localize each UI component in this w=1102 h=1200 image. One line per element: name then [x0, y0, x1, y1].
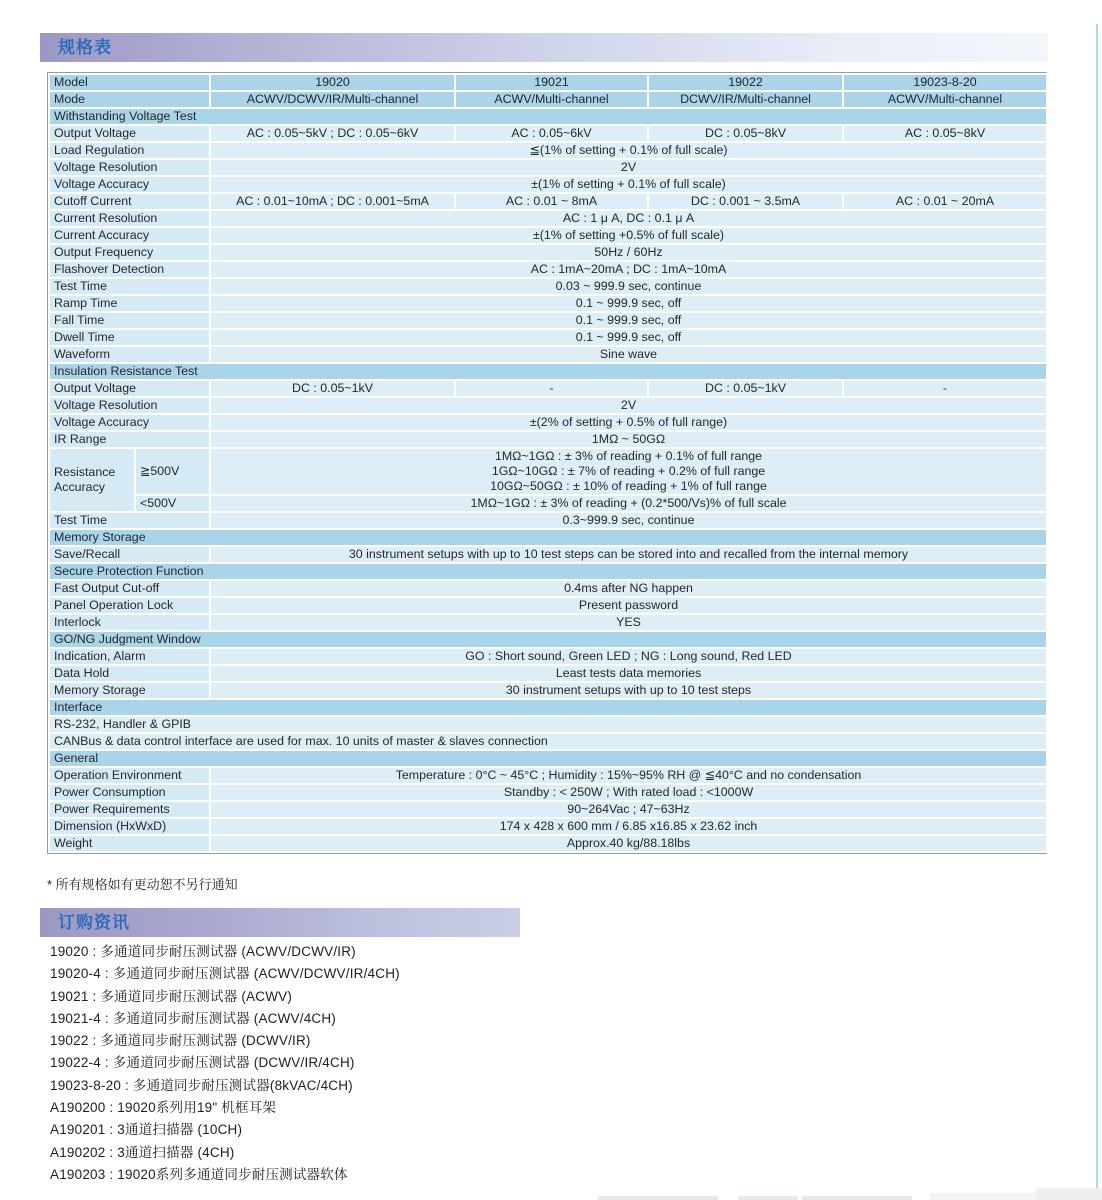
- spec-row: [49, 801, 1047, 818]
- spec-cell-value: 0.1 ~ 999.9 sec, off: [210, 295, 1047, 312]
- spec-header-label: Mode: [49, 91, 210, 108]
- bottom-cutoff-artifact: [802, 1196, 912, 1200]
- page-edge-line: [1096, 24, 1098, 1200]
- spec-cell-value: ±(2% of setting + 0.5% of full range): [210, 414, 1047, 431]
- spec-section-header: Withstanding Voltage Test: [49, 108, 1047, 125]
- spec-row-label: Ramp Time: [49, 295, 210, 312]
- spec-row: [49, 648, 1047, 665]
- spec-row-label: Waveform: [49, 346, 210, 363]
- spec-row: [49, 512, 1047, 529]
- spec-header-value: 19023-8-20: [843, 74, 1047, 91]
- spec-row: [49, 614, 1047, 631]
- spec-row: [49, 835, 1047, 852]
- spec-cell-value: AC : 0.05~5kV ; DC : 0.05~6kV: [210, 125, 455, 142]
- spec-section-header: Insulation Resistance Test: [49, 363, 1047, 380]
- spec-sub-label: ≧500V: [135, 448, 210, 495]
- spec-row-label: Data Hold: [49, 665, 210, 682]
- spec-fullwidth-value: RS-232, Handler & GPIB: [49, 716, 1047, 733]
- spec-row: [49, 767, 1047, 784]
- order-item: 19023-8-20 : 多通道同步耐压测试器(8kVAC/4CH): [50, 1077, 353, 1093]
- spec-row-label: Interlock: [49, 614, 210, 631]
- spec-row: [49, 665, 1047, 682]
- spec-row: [49, 159, 1047, 176]
- spec-cell-line: 1MΩ~1GΩ : ± 3% of reading + 0.1% of full range: [494, 449, 763, 463]
- spec-cell-value: AC : 0.05~6kV: [455, 125, 648, 142]
- spec-row-label: Indication, Alarm: [49, 648, 210, 665]
- spec-row: [49, 546, 1047, 563]
- spec-cell-value: AC : 1 μ A, DC : 0.1 μ A: [210, 210, 1047, 227]
- spec-row-label: Load Regulation: [49, 142, 210, 159]
- spec-section-header: Secure Protection Function: [49, 563, 1047, 580]
- spec-row: [49, 278, 1047, 295]
- spec-cell-value: AC : 1mA~20mA ; DC : 1mA~10mA: [210, 261, 1047, 278]
- spec-row: [49, 631, 1047, 648]
- order-item: A190200 : 19020系列用19" 机框耳架: [50, 1100, 277, 1116]
- spec-row: [49, 733, 1047, 750]
- spec-cell-value: Present password: [210, 597, 1047, 614]
- bottom-cutoff-artifact: [598, 1196, 718, 1200]
- spec-row: [49, 716, 1047, 733]
- spec-table: [48, 73, 1048, 853]
- spec-footnote: * 所有规格如有更动恕不另行通知: [47, 877, 238, 892]
- spec-cell-value: AC : 0.01 ~ 20mA: [843, 193, 1047, 210]
- spec-row: [49, 397, 1047, 414]
- spec-header-value: 19020: [210, 74, 455, 91]
- spec-cell-value: AC : 0.01 ~ 8mA: [455, 193, 648, 210]
- spec-row-label: Output Voltage: [49, 380, 210, 397]
- spec-cell-value: 1MΩ ~ 50GΩ: [210, 431, 1047, 448]
- spec-row-label: Save/Recall: [49, 546, 210, 563]
- spec-row-label: Test Time: [49, 512, 210, 529]
- spec-row: [49, 597, 1047, 614]
- spec-cell-value: AC : 0.01~10mA ; DC : 0.001~5mA: [210, 193, 455, 210]
- spec-group-label: Resistance Accuracy: [49, 448, 135, 512]
- order-item: 19020 : 多通道同步耐压测试器 (ACWV/DCWV/IR): [50, 944, 356, 959]
- spec-row-label: Voltage Accuracy: [49, 414, 210, 431]
- spec-row-label: Memory Storage: [49, 682, 210, 699]
- spec-cell-value: DC : 0.05~1kV: [648, 380, 843, 397]
- spec-header-label: Model: [49, 74, 210, 91]
- spec-row: [49, 529, 1047, 546]
- spec-row-label: Fall Time: [49, 312, 210, 329]
- spec-row: [49, 495, 1047, 512]
- spec-row: [49, 448, 1047, 495]
- order-item: 19022 : 多通道同步耐压测试器 (DCWV/IR): [50, 1033, 311, 1049]
- spec-row-label: Power Requirements: [49, 801, 210, 818]
- order-item: 19021 : 多通道同步耐压测试器 (ACWV): [50, 988, 293, 1004]
- spec-row-label: Voltage Accuracy: [49, 176, 210, 193]
- spec-cell-value: DC : 0.05~8kV: [648, 125, 843, 142]
- order-info-list: [50, 941, 400, 1186]
- spec-cell-value: Standby : < 250W ; With rated load : <1000W: [210, 784, 1047, 801]
- spec-cell-value: 2V: [210, 159, 1047, 176]
- order-item: 19022-4 : 多通道同步耐压测试器 (DCWV/IR/4CH): [50, 1055, 355, 1071]
- spec-row: [49, 312, 1047, 329]
- spec-header-value: 19021: [455, 74, 648, 91]
- spec-row: [49, 142, 1047, 159]
- spec-table-wrapper: [47, 72, 1047, 854]
- spec-row-label: Weight: [49, 835, 210, 852]
- spec-row: [49, 74, 1047, 91]
- spec-cell-value: Least tests data memories: [210, 665, 1047, 682]
- spec-cell-line: 1GΩ~10GΩ : ± 7% of reading + 0.2% of full range: [491, 464, 766, 478]
- spec-row: [49, 210, 1047, 227]
- spec-cell-value: [210, 495, 1047, 512]
- spec-cell-value: -: [455, 380, 648, 397]
- spec-cell-value: [210, 448, 1047, 495]
- spec-row-label: Fast Output Cut-off: [49, 580, 210, 597]
- spec-header-value: 19022: [648, 74, 843, 91]
- spec-section-header: Interface: [49, 699, 1047, 716]
- spec-row: [49, 91, 1047, 108]
- bottom-corner-artifact: [1036, 1188, 1102, 1200]
- spec-cell-value: ±(1% of setting + 0.1% of full scale): [210, 176, 1047, 193]
- order-item: A190203 : 19020系列多通道同步耐压测试器软体: [50, 1166, 348, 1182]
- spec-row-label: Voltage Resolution: [49, 159, 210, 176]
- spec-row: [49, 295, 1047, 312]
- spec-cell-value: Approx.40 kg/88.18lbs: [210, 835, 1047, 852]
- spec-sub-label: <500V: [135, 495, 210, 512]
- spec-cell-value: 0.03 ~ 999.9 sec, continue: [210, 278, 1047, 295]
- spec-row: [49, 261, 1047, 278]
- order-section-bar: [40, 908, 520, 937]
- spec-cell-value: 0.4ms after NG happen: [210, 580, 1047, 597]
- spec-row-label: Current Resolution: [49, 210, 210, 227]
- spec-row-label: Output Voltage: [49, 125, 210, 142]
- spec-cell-value: Temperature : 0°C ~ 45°C ; Humidity : 15%~95% RH @ ≦40°C and no condensation: [210, 767, 1047, 784]
- order-item: 19020-4 : 多通道同步耐压测试器 (ACWV/DCWV/IR/4CH): [50, 966, 400, 982]
- spec-row: [49, 244, 1047, 261]
- spec-cell-value: ±(1% of setting +0.5% of full scale): [210, 227, 1047, 244]
- spec-cell-value: 174 x 428 x 600 mm / 6.85 x16.85 x 23.62 inch: [210, 818, 1047, 835]
- spec-cell-value: DC : 0.05~1kV: [210, 380, 455, 397]
- spec-section-bar: [40, 33, 1048, 62]
- spec-row: [49, 363, 1047, 380]
- spec-cell-value: 90~264Vac ; 47~63Hz: [210, 801, 1047, 818]
- order-item: A190201 : 3通道扫描器 (10CH): [50, 1122, 243, 1138]
- spec-cell-line: 10GΩ~50GΩ : ± 10% of reading + 1% of full range: [490, 479, 767, 493]
- bottom-cutoff-artifact: [738, 1196, 798, 1200]
- spec-row-label: Panel Operation Lock: [49, 597, 210, 614]
- spec-header-value: ACWV/Multi-channel: [843, 91, 1047, 108]
- spec-cell-value: DC : 0.001 ~ 3.5mA: [648, 193, 843, 210]
- spec-row-label: Current Accuracy: [49, 227, 210, 244]
- spec-cell-value: 0.3~999.9 sec, continue: [210, 512, 1047, 529]
- spec-cell-value: 50Hz / 60Hz: [210, 244, 1047, 261]
- spec-row-label: Dimension (HxWxD): [49, 818, 210, 835]
- spec-section-title: 规格表: [58, 38, 112, 57]
- spec-row: [49, 227, 1047, 244]
- spec-section-header: Memory Storage: [49, 529, 1047, 546]
- spec-header-value: ACWV/DCWV/IR/Multi-channel: [210, 91, 455, 108]
- spec-row-label: Output Frequency: [49, 244, 210, 261]
- spec-row: [49, 108, 1047, 125]
- spec-row: [49, 682, 1047, 699]
- spec-cell-value: AC : 0.05~8kV: [843, 125, 1047, 142]
- spec-row: [49, 431, 1047, 448]
- spec-row: [49, 750, 1047, 767]
- spec-cell-value: 2V: [210, 397, 1047, 414]
- spec-row-label: Dwell Time: [49, 329, 210, 346]
- spec-row: [49, 329, 1047, 346]
- spec-row: [49, 193, 1047, 210]
- spec-cell-value: 30 instrument setups with up to 10 test steps can be stored into and recalled from the internal memory: [210, 546, 1047, 563]
- spec-row: [49, 176, 1047, 193]
- spec-row: [49, 380, 1047, 397]
- spec-section-header: General: [49, 750, 1047, 767]
- spec-cell-line: 1MΩ~1GΩ : ± 3% of reading + (0.2*500/Vs)% of full scale: [470, 496, 787, 510]
- spec-cell-value: 0.1 ~ 999.9 sec, off: [210, 312, 1047, 329]
- spec-row: [49, 414, 1047, 431]
- spec-cell-value: GO : Short sound, Green LED ; NG : Long sound, Red LED: [210, 648, 1047, 665]
- spec-row-label: Cutoff Current: [49, 193, 210, 210]
- spec-cell-value: ≦(1% of setting + 0.1% of full scale): [210, 142, 1047, 159]
- spec-row-label: Voltage Resolution: [49, 397, 210, 414]
- spec-header-value: DCWV/IR/Multi-channel: [648, 91, 843, 108]
- spec-fullwidth-value: CANBus & data control interface are used for max. 10 units of master & slaves connection: [49, 733, 1047, 750]
- spec-section-header: GO/NG Judgment Window: [49, 631, 1047, 648]
- spec-row-label: Operation Environment: [49, 767, 210, 784]
- spec-row-label: IR Range: [49, 431, 210, 448]
- spec-row-label: Flashover Detection: [49, 261, 210, 278]
- spec-row: [49, 125, 1047, 142]
- spec-row-label: Test Time: [49, 278, 210, 295]
- order-item: A190202 : 3通道扫描器 (4CH): [50, 1144, 235, 1160]
- spec-row: [49, 784, 1047, 801]
- order-item: 19021-4 : 多通道同步耐压测试器 (ACWV/4CH): [50, 1010, 336, 1026]
- spec-cell-value: YES: [210, 614, 1047, 631]
- spec-row: [49, 580, 1047, 597]
- spec-row-label: Power Consumption: [49, 784, 210, 801]
- spec-cell-value: 30 instrument setups with up to 10 test steps: [210, 682, 1047, 699]
- spec-cell-value: Sine wave: [210, 346, 1047, 363]
- spec-row: [49, 699, 1047, 716]
- spec-cell-value: -: [843, 380, 1047, 397]
- spec-row: [49, 563, 1047, 580]
- spec-cell-value: 0.1 ~ 999.9 sec, off: [210, 329, 1047, 346]
- spec-row: [49, 346, 1047, 363]
- spec-row: [49, 818, 1047, 835]
- order-section-title: 订购资讯: [58, 913, 130, 932]
- spec-header-value: ACWV/Multi-channel: [455, 91, 648, 108]
